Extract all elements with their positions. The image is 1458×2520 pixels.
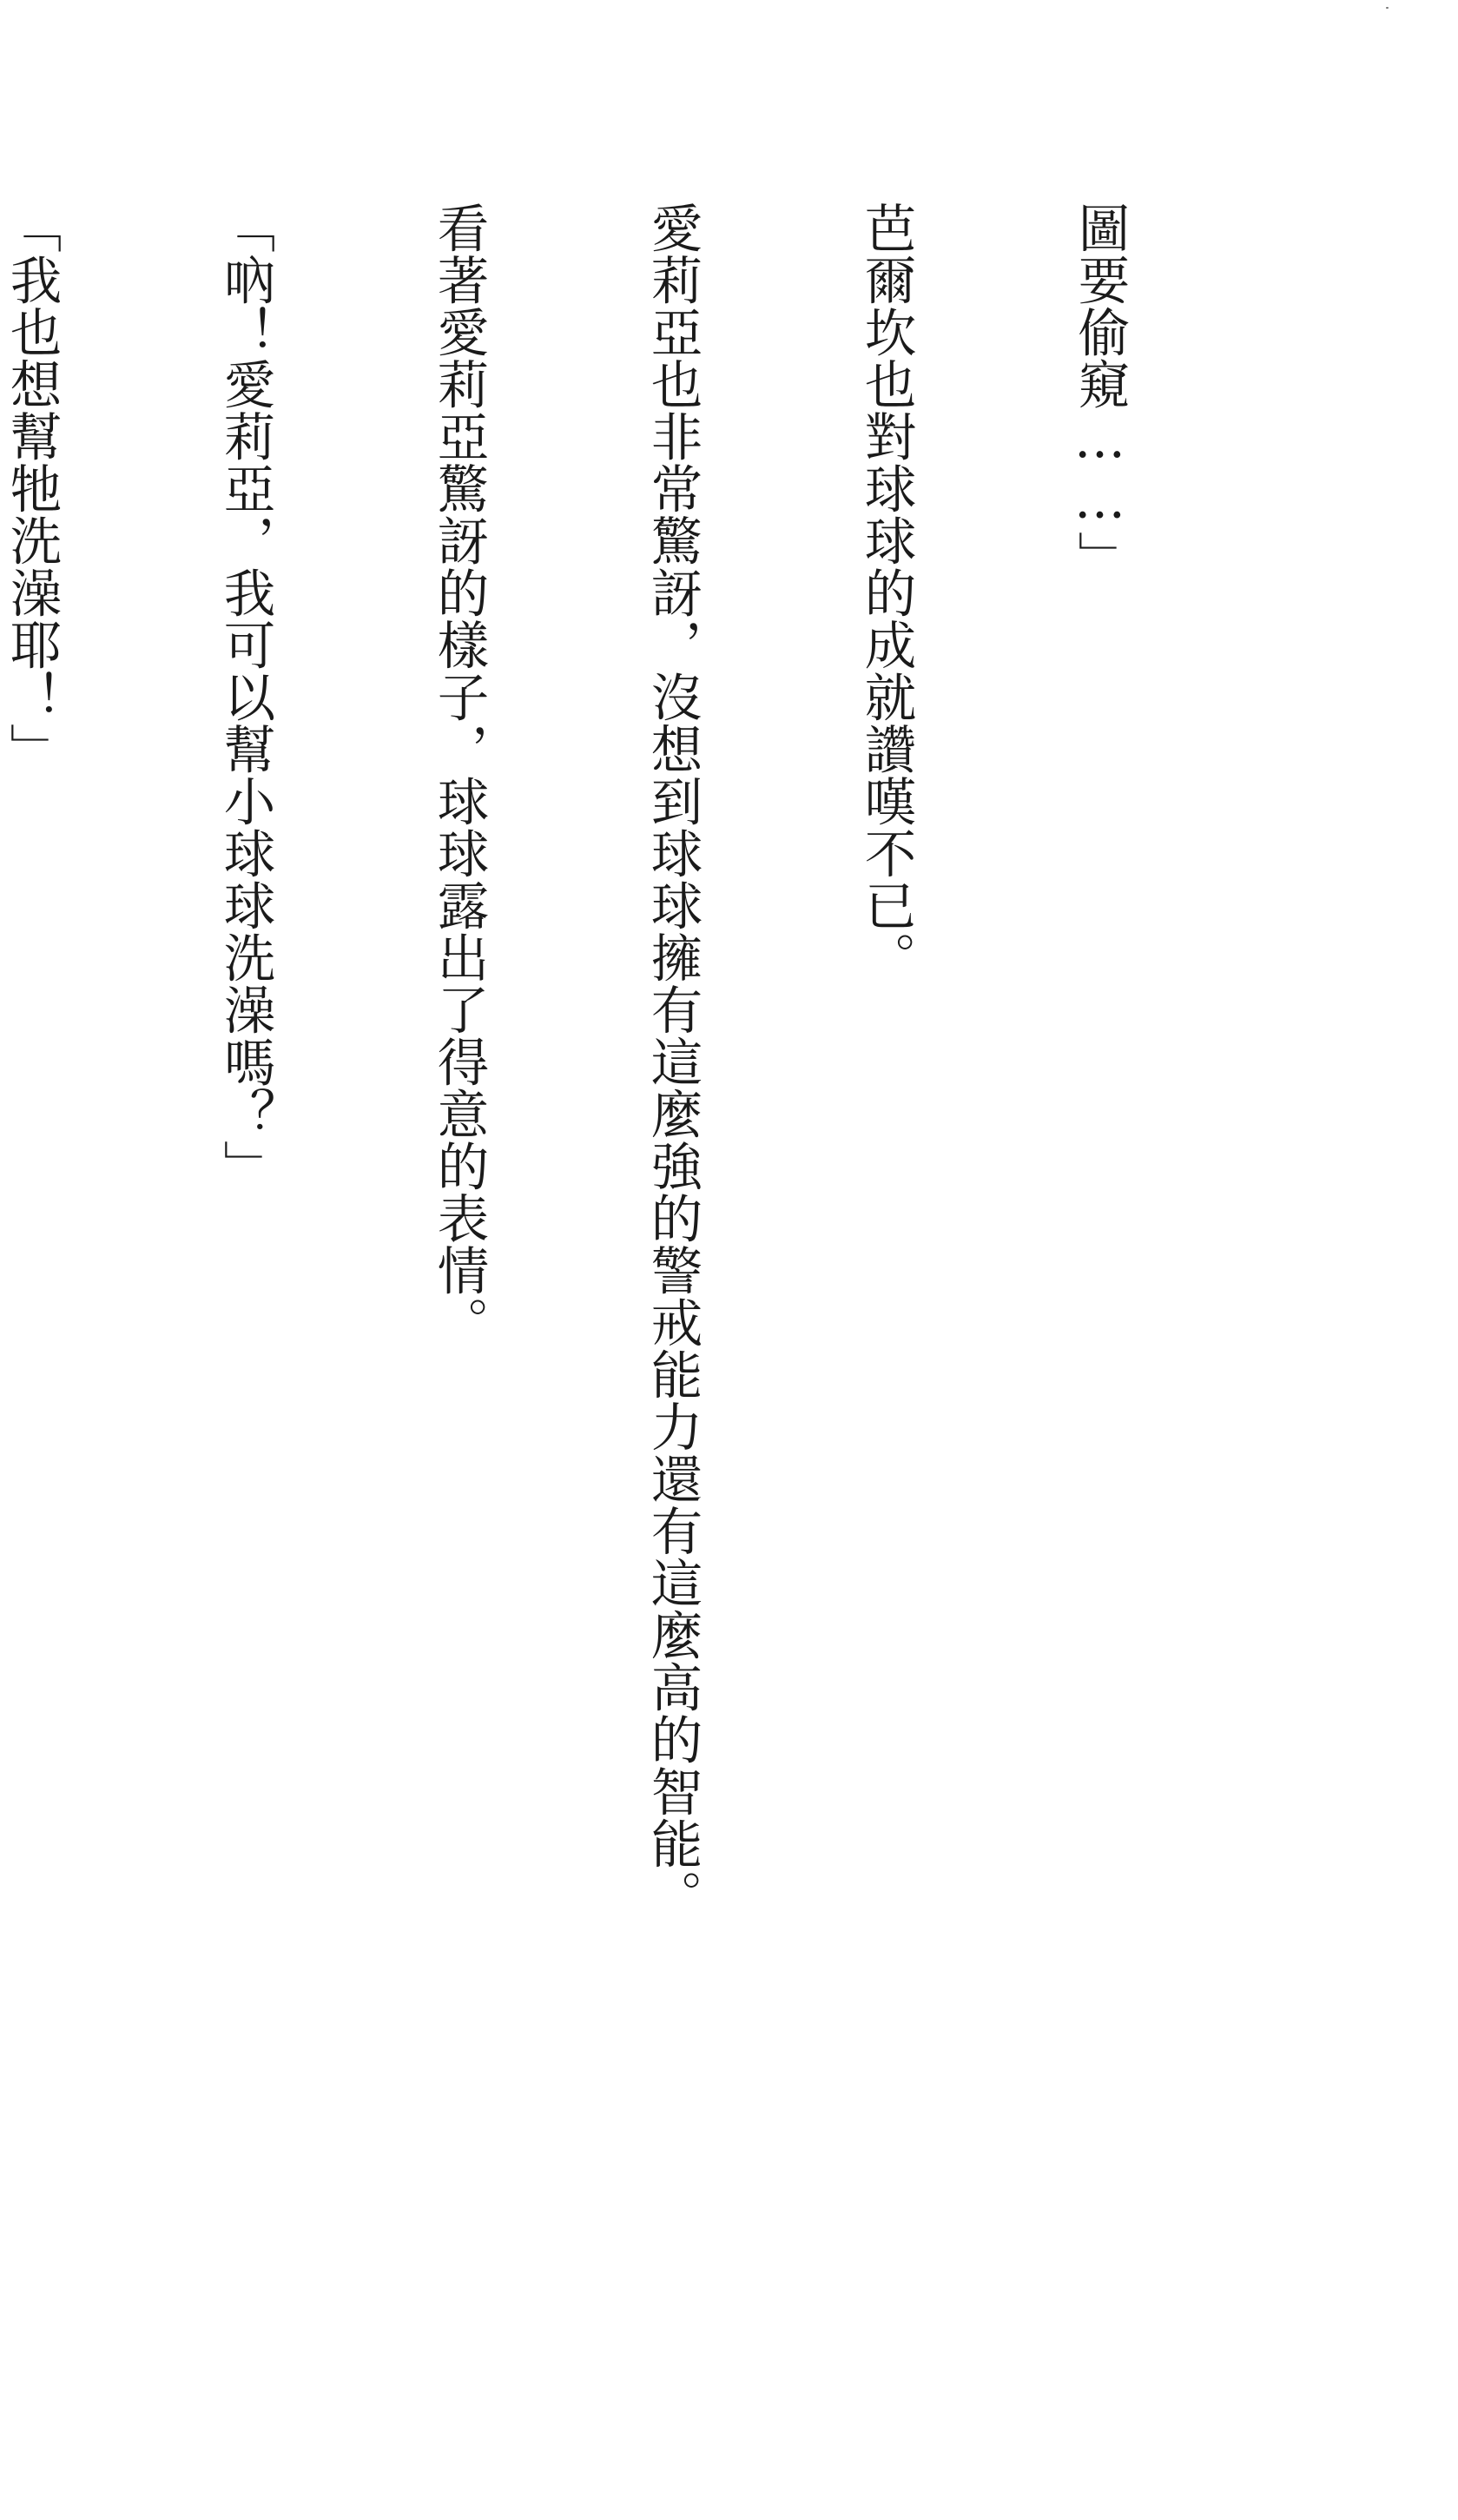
text-line-4: 看著愛莉亞驚訝的樣子，球球露出了得意的表情。 xyxy=(429,202,489,1348)
vertical-text-body xyxy=(0,202,1277,2043)
text-line-6: 「我也想幫牠洗澡耶！」 xyxy=(2,202,62,775)
text-line-5: 「吶！愛莉亞，我可以幫小球球洗澡嗎？」 xyxy=(215,202,275,1192)
text-line-3: 愛莉亞也非常驚訝，沒想到球球擁有這麼強的警戒能力還有這麼高的智能。 xyxy=(643,202,703,1921)
text-line-1: 圖要偷窺……」 xyxy=(1070,202,1130,583)
text-line-2: 芭爾坎也對球球的成就讚嘆不已。 xyxy=(856,202,916,983)
scan-speck xyxy=(1386,7,1389,9)
